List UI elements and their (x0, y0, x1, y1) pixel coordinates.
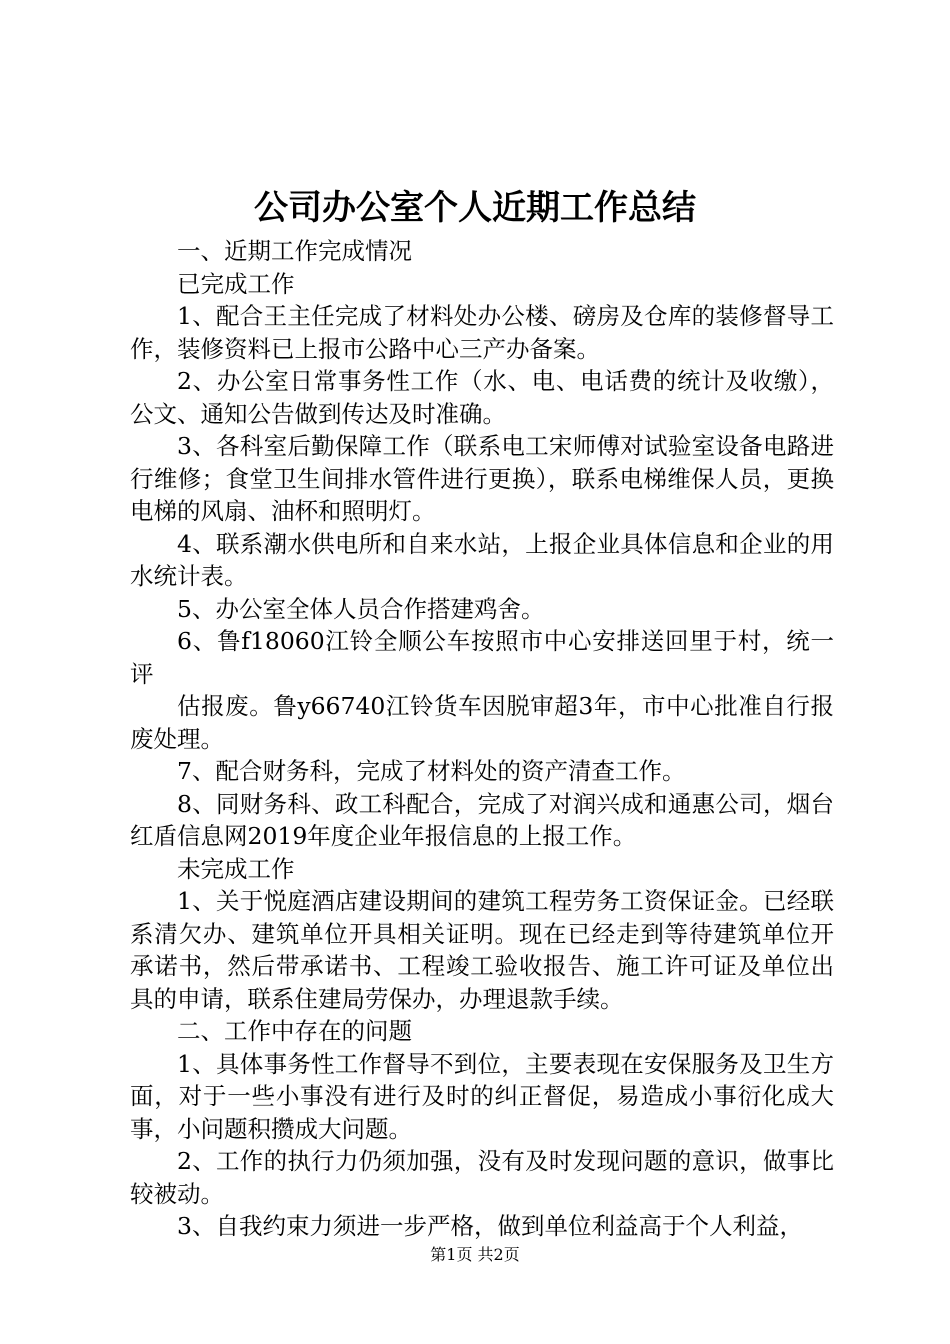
paragraph: 2、工作的执行力仍须加强，没有及时发现问题的意识，做事比较被动。 (130, 1147, 834, 1208)
paragraph: 1、具体事务性工作督导不到位，主要表现在安保服务及卫生方面，对于一些小事没有进行及时的纠正督促，易造成小事衍化成大事，小问题积攒成大问题。 (130, 1049, 834, 1143)
section-heading-2: 二、工作中存在的问题 (177, 1017, 412, 1045)
paragraph: 1、配合王主任完成了材料处办公楼、磅房及仓库的装修督导工作，装修资料已上报市公路中心三产办备案。 (130, 302, 834, 363)
paragraph: 6、鲁f18060江铃全顺公车按照市中心安排送回里于村，统一评 (130, 627, 834, 688)
subheading-uncompleted: 未完成工作 (177, 854, 295, 883)
page-footer: 第1页 共2页 (430, 1245, 520, 1264)
document-body (130, 235, 834, 1243)
paragraph: 4、联系潮水供电所和自来水站，上报企业具体信息和企业的用水统计表。 (130, 529, 834, 590)
paragraph: 1、关于悦庭酒店建设期间的建筑工程劳务工资保证金。已经联系清欠办、建筑单位开具相关证明。现在已经走到等待建筑单位开承诺书，然后带承诺书、工程竣工验收报告、施工许可证及单位出具的申请，联系住建局劳保办，办理退款手续。 (130, 887, 834, 1013)
paragraph: 7、配合财务科，完成了材料处的资产清查工作。 (177, 757, 686, 785)
paragraph: 8、同财务科、政工科配合，完成了对润兴成和通惠公司，烟台红盾信息网2019年度企业年报信息的上报工作。 (130, 789, 834, 850)
paragraph: 5、办公室全体人员合作搭建鸡舍。 (177, 594, 545, 623)
document-title: 公司办公室个人近期工作总结 (254, 188, 696, 228)
paragraph: 估报废。鲁y66740江铃货车因脱审超3年，市中心批准自行报废处理。 (130, 692, 834, 753)
paragraph: 3、各科室后勤保障工作（联系电工宋师傅对试验室设备电路进行维修；食堂卫生间排水管件进行更换），联系电梯维保人员，更换电梯的风扇、油杯和照明灯。 (130, 432, 834, 525)
section-heading-1: 一、近期工作完成情况 (177, 237, 412, 265)
subheading-completed: 已完成工作 (177, 269, 295, 298)
paragraph: 2、办公室日常事务性工作（水、电、电话费的统计及收缴），公文、通知公告做到传达及时准确。 (130, 367, 834, 428)
paragraph: 3、自我约束力须进一步严格，做到单位利益高于个人利益， (177, 1212, 803, 1240)
